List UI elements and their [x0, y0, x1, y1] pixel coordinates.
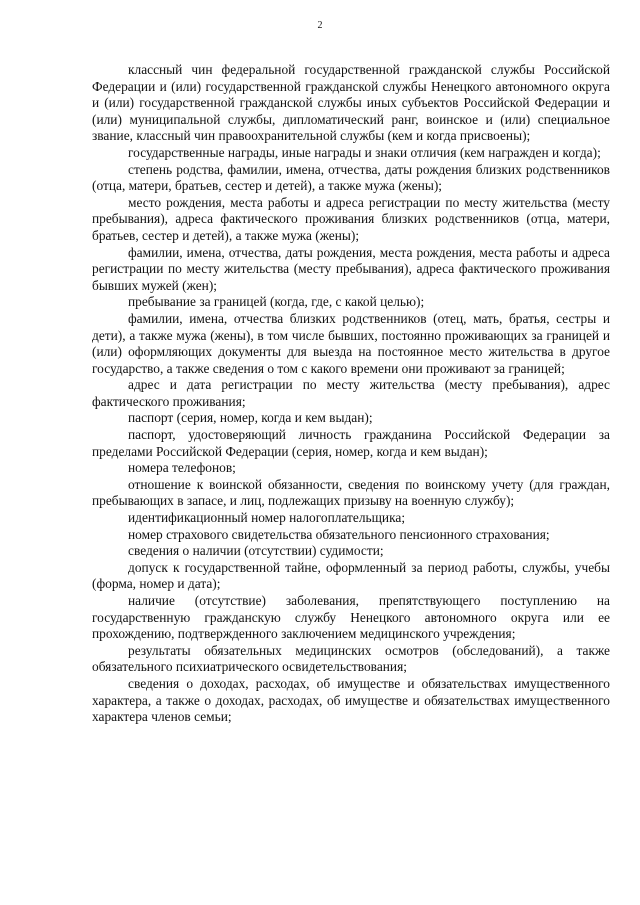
list-item: паспорт (серия, номер, когда и кем выдан);: [128, 410, 373, 426]
list-item: идентификационный номер налогоплательщика;: [128, 510, 406, 526]
list-item: номер страхового свидетельства обязательного пенсионного страхования;: [128, 526, 550, 542]
list-item: пребывание за границей (когда, где, с какой целью);: [128, 294, 425, 310]
list-item: фамилии, имена, отчества близких родственников (отец, мать, братья, сестры и дети), а также мужа (жены), в том числе бывших, постоянно проживающих за границей и (или) оформляющих документы для выезда на постоянное место жительства в другое государство, а также сведения о том с какого времени они проживают за границей;: [92, 310, 610, 376]
list-item: допуск к государственной тайне, оформленный за период работы, службы, учебы (форма, номер и дата);: [92, 559, 610, 592]
list-item: сведения о наличии (отсутствии) судимости;: [128, 543, 384, 559]
list-item: результаты обязательных медицинских осмотров (обследований), а также обязательного психиатрического освидетельствования;: [92, 642, 610, 675]
list-item: адрес и дата регистрации по месту жительства (месту пребывания), адрес фактического проживания;: [92, 377, 610, 409]
list-item: фамилии, имена, отчества, даты рождения, места рождения, места работы и адреса регистрации по месту жительства (месту пребывания), адреса фактического проживания бывших мужей (жен);: [92, 244, 610, 293]
list-item: степень родства, фамилии, имена, отчества, даты рождения близких родственников (отца, матери, братьев, сестер и детей), а также мужа (жены);: [92, 161, 610, 194]
list-item: номера телефонов;: [128, 460, 236, 476]
list-item: сведения о доходах, расходах, об имуществе и обязательствах имущественного характера, а также о доходах, расходах, об имуществе и обязательствах имущественного характера членов семьи;: [92, 675, 610, 725]
list-item: классный чин федеральной государственной гражданской службы Российской Федерации и (или) государственной гражданской службы Ненецкого автономного округа и (или) государственной гражданской службы иных субъектов Российской Федерации и (или) муниципальной службы, дипломатический ранг, воинское и (или) специальное звание, классный чин правоохранительной службы (кем и когда присвоены);: [92, 62, 610, 144]
page-number: 2: [317, 20, 323, 31]
list-item: государственные награды, иные награды и знаки отличия (кем награжден и когда);: [128, 144, 601, 160]
list-item: отношение к воинской обязанности, сведения по воинскому учету (для граждан, пребывающих в запасе, и лиц, подлежащих призыву на военную службу);: [92, 476, 610, 509]
list-item: место рождения, места работы и адреса регистрации по месту жительства (месту пребывания), адреса фактического проживания близких родственников (отца, матери, братьев, сестер и детей), а также мужа (жены);: [92, 194, 610, 243]
list-item: паспорт, удостоверяющий личность гражданина Российской Федерации за пределами Российской Федерации (серия, номер, когда и кем выдан);: [92, 427, 610, 459]
document-body: [92, 62, 610, 726]
list-item: наличие (отсутствие) заболевания, препятствующего поступлению на государственную гражданскую службу Ненецкого автономного округа или ее прохождению, подтвержденного заключением медицинского учреждения;: [92, 593, 610, 642]
